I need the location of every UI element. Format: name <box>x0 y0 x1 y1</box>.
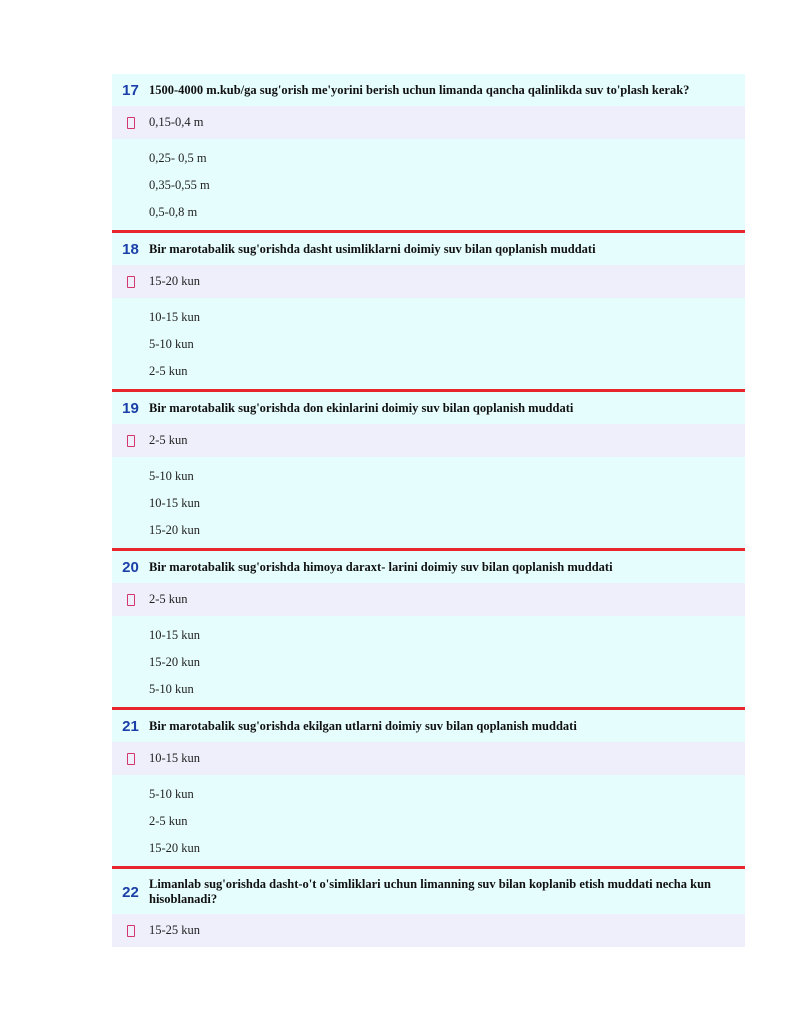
option-text: 2-5 kun <box>149 814 188 828</box>
correct-marker <box>112 750 149 768</box>
option-text: 15-20 kun <box>149 523 201 537</box>
correct-answer-option[interactable] <box>112 424 745 457</box>
answer-option[interactable] <box>112 808 745 835</box>
answer-option[interactable] <box>112 490 745 517</box>
correct-answer-option[interactable] <box>112 914 745 947</box>
answer-option[interactable] <box>112 172 745 199</box>
option-text: 10-15 kun <box>149 310 201 324</box>
question-text: 1500-4000 m.kub/ga sug'orish me'yorini berish uchun limanda qancha qalinlikda suv to'plash kerak? <box>149 83 690 97</box>
question-block <box>112 869 745 947</box>
option-text: 5-10 kun <box>149 682 194 696</box>
correct-marker <box>112 591 149 609</box>
answer-option[interactable] <box>112 835 745 862</box>
question-number: 18 <box>122 241 139 258</box>
option-text: 10-15 kun <box>149 751 201 765</box>
option-text: 15-20 kun <box>149 841 201 855</box>
question-row <box>112 710 745 742</box>
option-text: 10-15 kun <box>149 628 201 642</box>
option-text: 15-25 kun <box>149 923 201 937</box>
check-box-icon <box>127 276 135 288</box>
question-text: Bir marotabalik sug'orishda don ekinlarini doimiy suv bilan qoplanish muddati <box>149 401 574 415</box>
option-text: 10-15 kun <box>149 496 201 510</box>
check-box-icon <box>127 435 135 447</box>
option-text: 5-10 kun <box>149 337 194 351</box>
correct-answer-option[interactable] <box>112 106 745 139</box>
question-number: 20 <box>122 559 139 576</box>
option-text: 2-5 kun <box>149 592 188 606</box>
check-box-icon <box>127 117 135 129</box>
answer-option[interactable] <box>112 304 745 331</box>
answer-option[interactable] <box>112 781 745 808</box>
question-row <box>112 551 745 583</box>
quiz-list <box>112 74 745 947</box>
question-number: 17 <box>122 82 139 99</box>
correct-answer-option[interactable] <box>112 742 745 775</box>
option-text: 0,15-0,4 m <box>149 115 204 129</box>
option-text: 0,25- 0,5 m <box>149 151 207 165</box>
answer-option[interactable] <box>112 676 745 703</box>
question-block <box>112 74 745 233</box>
question-number: 22 <box>122 883 139 901</box>
question-row <box>112 233 745 265</box>
correct-answer-option[interactable] <box>112 265 745 298</box>
check-box-icon <box>127 925 135 937</box>
question-block <box>112 392 745 551</box>
question-block <box>112 233 745 392</box>
option-text: 15-20 kun <box>149 655 201 669</box>
answer-option[interactable] <box>112 649 745 676</box>
question-block <box>112 710 745 869</box>
answer-option[interactable] <box>112 199 745 226</box>
option-text: 2-5 kun <box>149 433 188 447</box>
answer-option[interactable] <box>112 622 745 649</box>
question-row <box>112 74 745 106</box>
answer-option[interactable] <box>112 358 745 385</box>
correct-marker <box>112 922 149 940</box>
answer-option[interactable] <box>112 517 745 544</box>
option-text: 5-10 kun <box>149 469 194 483</box>
option-text: 2-5 kun <box>149 364 188 378</box>
question-text: Limanlab sug'orishda dasht-o't o'simliklari uchun limanning suv bilan koplanib etish muddati necha kun hisoblanadi? <box>149 877 711 906</box>
check-box-icon <box>127 594 135 606</box>
question-row <box>112 869 745 914</box>
question-text: Bir marotabalik sug'orishda ekilgan utlarni doimiy suv bilan qoplanish muddati <box>149 719 577 733</box>
option-text: 15-20 kun <box>149 274 201 288</box>
option-text: 0,35-0,55 m <box>149 178 210 192</box>
answer-option[interactable] <box>112 331 745 358</box>
correct-marker <box>112 432 149 450</box>
correct-marker <box>112 273 149 291</box>
question-text: Bir marotabalik sug'orishda dasht usimliklarni doimiy suv bilan qoplanish muddati <box>149 242 596 256</box>
correct-marker <box>112 114 149 132</box>
option-text: 0,5-0,8 m <box>149 205 198 219</box>
question-text: Bir marotabalik sug'orishda himoya daraxt- larini doimiy suv bilan qoplanish muddati <box>149 560 613 574</box>
answer-option[interactable] <box>112 463 745 490</box>
option-text: 5-10 kun <box>149 787 194 801</box>
question-number: 19 <box>122 400 139 417</box>
answer-option[interactable] <box>112 145 745 172</box>
correct-answer-option[interactable] <box>112 583 745 616</box>
question-row <box>112 392 745 424</box>
question-number: 21 <box>122 718 139 735</box>
question-block <box>112 551 745 710</box>
check-box-icon <box>127 753 135 765</box>
